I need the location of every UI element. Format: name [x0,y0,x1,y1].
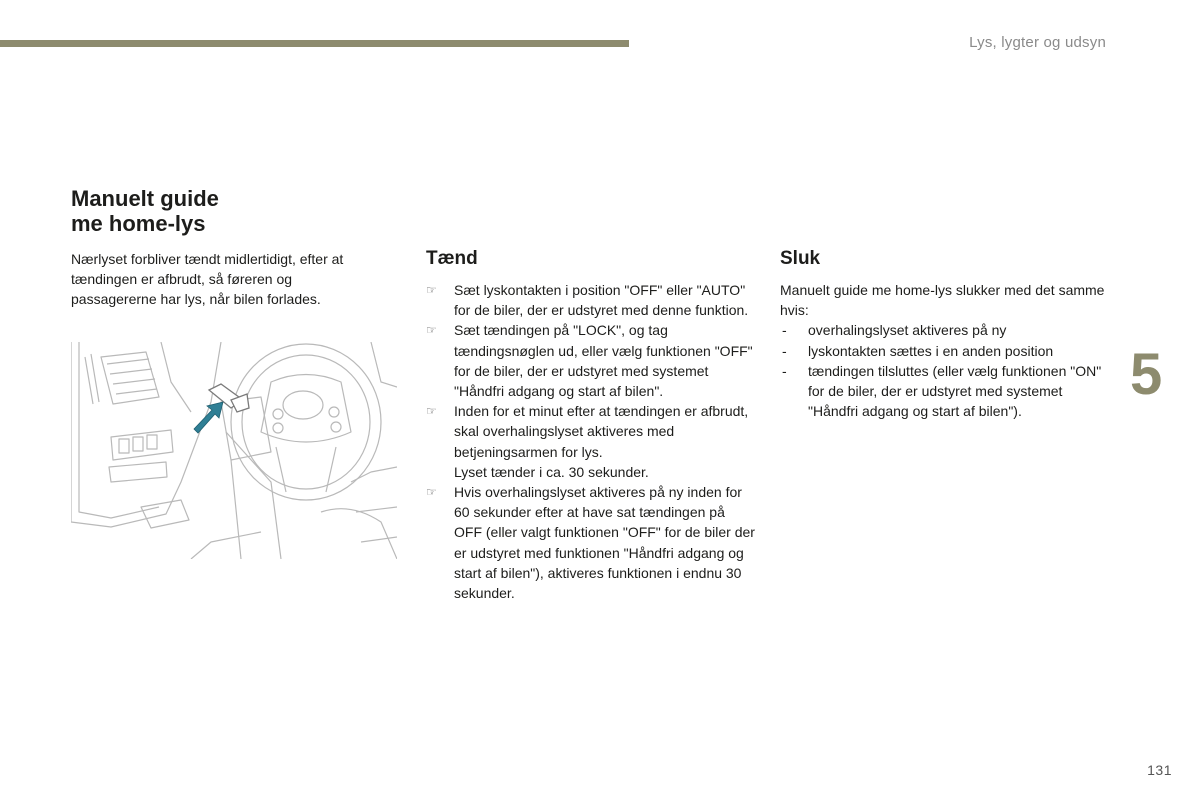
pointing-hand-icon: ☞ [426,485,437,500]
list-item [426,401,756,482]
section-intro: Nærlyset forbliver tændt midlertidigt, efter at tændingen er afbrudt, så føreren og passagererne har lys, når bilen forlades. [71,251,344,307]
header-accent-bar [0,40,629,47]
turn-off-heading: Sluk [780,248,821,269]
list-item-text: lyskontakten sættes i en anden position [808,342,1054,359]
list-item-text: Hvis overhalingslyset aktiveres på ny inden for 60 sekunder efter at have sat tændingen på OFF (eller valgt funktionen "OFF" for de biler der er udstyret med funktionen "Håndfri adgang og start af bilen"), aktiveres funktionen i endnu 30 sekunder. [454,484,755,602]
pointing-hand-icon: ☞ [426,404,437,419]
list-item [426,280,756,320]
dash-marker: - [782,342,787,359]
list-item [780,341,1110,361]
page-number: 131 [1147,762,1172,778]
list-item [426,482,756,603]
dash-marker: - [782,322,787,339]
column-turn-off [780,248,1110,421]
pointing-hand-icon: ☞ [426,283,437,297]
list-item-note: Lyset tænder i ca. 30 sekunder. [454,463,649,480]
list-item-text: Sæt lyskontakten i position "OFF" eller "AUTO" for de biler, der er udstyret med denne funktion. [454,282,749,319]
section-title-line-1: Manuelt guide [71,186,219,211]
turn-off-intro: Manuelt guide me home-lys slukker med det samme hvis: [780,282,1105,319]
turn-on-list [426,280,756,603]
list-item-text: overhalingslyset aktiveres på ny [808,322,1007,339]
turn-off-list [780,320,1110,421]
list-item [780,320,1110,340]
list-item-text: tændingen tilsluttes (eller vælg funktionen "ON" for de biler, der er udstyret med systemet "Håndfri adgang og start af bilen"). [808,362,1102,420]
list-item-text: Inden for et minut efter at tændingen er afbrudt, skal overhalingslyset aktiveres med betjeningsarmen for lys. [454,403,749,460]
column-turn-on [426,248,756,603]
section-title [71,186,371,236]
dash-marker: - [782,362,787,379]
chapter-title: Lys, lygter og udsyn [969,34,1106,51]
steering-column-illustration [71,342,397,559]
list-item [426,320,756,401]
list-item-text: Sæt tændingen på "LOCK", og tag tændingsnøglen ud, eller vælg funktionen "OFF" for de biler, der er udstyret med systemet "Håndfri adgang og start af bilen". [454,322,753,400]
lighting-stalk-illustration-icon [71,342,397,559]
section-title-line-2: me home-lys [71,211,206,236]
turn-on-heading: Tænd [426,248,478,269]
chapter-number: 5 [1130,342,1163,407]
list-item [780,361,1110,422]
pointing-hand-icon: ☞ [426,323,437,338]
